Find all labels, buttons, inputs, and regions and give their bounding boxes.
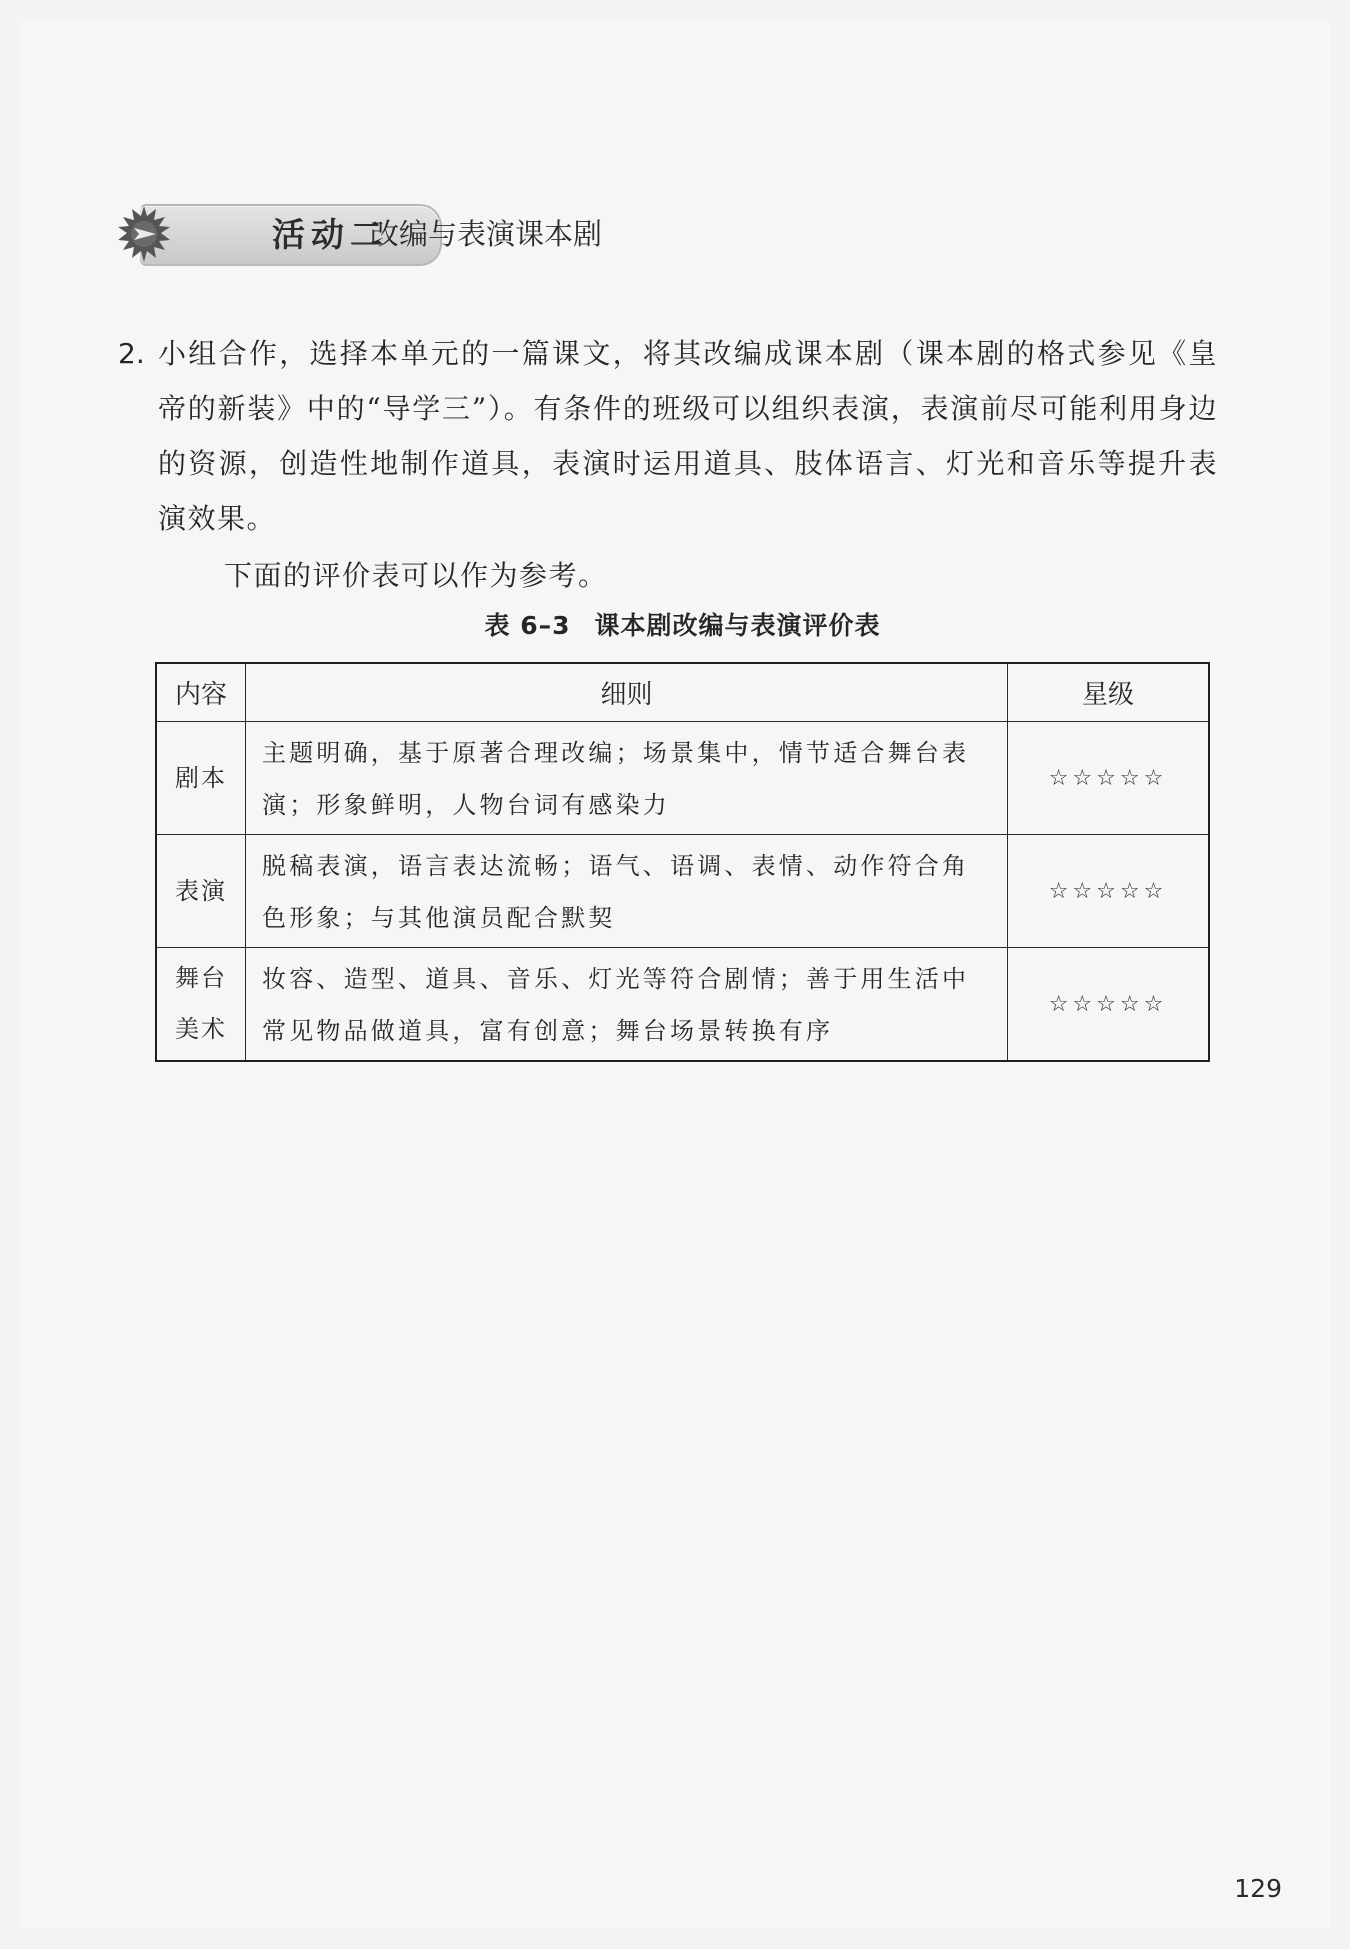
- category-label: 表演: [175, 876, 227, 905]
- task-item: [118, 326, 1218, 546]
- page-number: 129: [1234, 1874, 1282, 1903]
- table-row: [156, 835, 1209, 948]
- table-intro-note: 下面的评价表可以作为参考。: [224, 559, 608, 592]
- detail-cell: 脱稿表演，语言表达流畅；语气、语调、表情、动作符合角色形象；与其他演员配合默契: [246, 835, 1008, 948]
- category-label-line2: 美术: [175, 1015, 227, 1043]
- detail-cell: 妆容、造型、道具、音乐、灯光等符合剧情；善于用生活中常见物品做道具，富有创意；舞台场景转换有序: [246, 948, 1008, 1062]
- table-row: [156, 948, 1209, 1062]
- column-header-details: 细则: [246, 663, 1008, 722]
- table-header-row: [156, 663, 1209, 722]
- category-cell: [156, 948, 246, 1062]
- star-rating: ☆☆☆☆☆: [1008, 948, 1210, 1062]
- table-caption-number: 表 6–3: [484, 611, 571, 640]
- evaluation-table: [155, 662, 1210, 1062]
- table-caption: [155, 606, 1210, 642]
- category-cell: [156, 722, 246, 835]
- star-rating: ☆☆☆☆☆: [1008, 722, 1210, 835]
- activity-badge-label: 活动二: [272, 215, 389, 254]
- activity-header: [112, 200, 752, 268]
- column-header-content: 内容: [156, 663, 246, 722]
- sunburst-arrow-icon: [112, 202, 176, 266]
- category-label: 剧本: [175, 763, 227, 792]
- star-rating: ☆☆☆☆☆: [1008, 835, 1210, 948]
- task-text: 小组合作，选择本单元的一篇课文，将其改编成课本剧（课本剧的格式参见《皇帝的新装》中的“导学三”）。有条件的班级可以组织表演，表演前尽可能利用身边的资源，创造性地制作道具，表演时运用道具、肢体语言、灯光和音乐等提升表演效果。: [158, 337, 1218, 535]
- table-row: [156, 722, 1209, 835]
- task-number: 2.: [118, 337, 145, 370]
- task-block: [118, 326, 1218, 603]
- table-caption-title: 课本剧改编与表演评价表: [594, 611, 881, 640]
- activity-title: 改编与表演课本剧: [370, 217, 603, 251]
- column-header-rating: 星级: [1008, 663, 1210, 722]
- category-cell: [156, 835, 246, 948]
- detail-cell: 主题明确，基于原著合理改编；场景集中，情节适合舞台表演；形象鲜明，人物台词有感染力: [246, 722, 1008, 835]
- category-label-line1: 舞台: [175, 964, 227, 992]
